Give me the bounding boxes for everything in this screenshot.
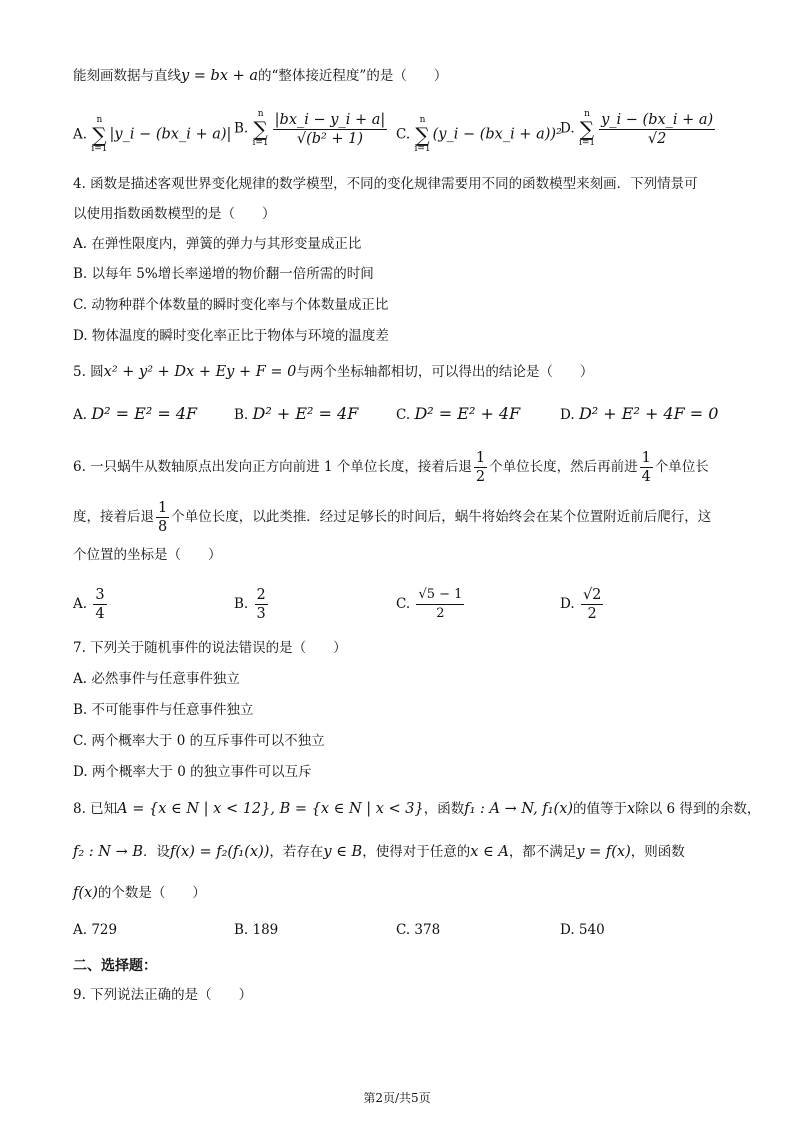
- q5-option-d[interactable]: D. D² + E² + 4F = 0: [560, 404, 719, 423]
- page-footer: 第2页/共5页: [363, 1091, 431, 1105]
- q3-option-c[interactable]: [396, 116, 562, 154]
- q5-option-a[interactable]: A. D² = E² = 4F: [73, 404, 198, 423]
- q8-line1: 8. 已知A = {x ∈ N | x < 12}, B = {x ∈ N | x < 3}，函数f₁ : A → N, f₁(x)的值等于x除以 6 得到的余数，: [73, 801, 761, 817]
- option-fraction: $\frac{y\_i - (bx\_i + a)}{√2}$: [601, 111, 714, 147]
- q5-option-b[interactable]: B. D² + E² = 4F: [234, 404, 359, 423]
- q6-line2: 度，接着后退 $\frac{1}{8}$ 个单位长度，以此类推．经过足够长的时间后，蜗牛将始终会在某个位置附近前后爬行，这: [73, 500, 712, 535]
- section-heading: 二、选择题：: [73, 958, 157, 974]
- q8-line3: f(x)的个数是（ ）: [73, 885, 206, 901]
- q6-option-b[interactable]: B. $\frac{2}{3}$: [234, 587, 266, 622]
- q5-circle-equation: x² + y² + Dx + Ey + F = 0: [103, 364, 297, 380]
- fraction-half: $\frac{1}{2}$: [475, 450, 486, 485]
- q5-stem: [73, 362, 593, 382]
- q5-stem-prefix: 5. 圆: [73, 364, 104, 380]
- q8-set-definition: A = {x ∈ N | x < 12}, B = {x ∈ N | x < 3}: [117, 801, 424, 817]
- q8-line2: f₂ : N → B．设f(x) = f₂(f₁(x))，若存在y ∈ B，使得对于任意的x ∈ A，都不满足y = f(x)，则函数: [73, 844, 685, 860]
- q4-stem-line1: 4. 函数是描述客观世界变化规律的数学模型，不同的变化规律需要用不同的函数模型来刻画．下列情景可: [73, 176, 698, 192]
- q3-option-b[interactable]: [234, 110, 389, 148]
- option-label: D.: [560, 120, 575, 137]
- q8-option-d[interactable]: D. 540: [560, 922, 605, 938]
- q7-option-c[interactable]: C. 两个概率大于 0 的互斥事件可以不独立: [73, 733, 325, 749]
- q3-stem-suffix: 的“整体接近程度”的是（ ）: [258, 68, 448, 84]
- q6-line1: 6. 一只蜗牛从数轴原点出发向正方向前进 1 个单位长度，接着后退 $\frac{1}{2}$ 个单位长度，然后再前进 $\frac{1}{4}$ 个单位长: [73, 450, 709, 485]
- q7-option-b[interactable]: B. 不可能事件与任意事件独立: [73, 702, 254, 718]
- q4-stem-line2: 以使用指数函数模型的是（ ）: [73, 206, 276, 222]
- q7-stem: 7. 下列关于随机事件的说法错误的是（ ）: [73, 640, 347, 656]
- q5-stem-suffix: 与两个坐标轴都相切，可以得出的结论是（ ）: [296, 364, 594, 380]
- q6-option-d[interactable]: D. $\frac{√2}{2}$: [560, 587, 602, 622]
- fraction-eighth: $\frac{1}{8}$: [158, 500, 168, 535]
- q8-composite-function: f(x) = f₂(f₁(x)): [170, 844, 270, 860]
- option-label: B.: [234, 120, 249, 137]
- q3-option-a[interactable]: [73, 116, 231, 154]
- q4-option-c[interactable]: C. 动物种群个体数量的瞬时变化率与个体数量成正比: [73, 297, 389, 313]
- option-label: A.: [73, 126, 88, 143]
- option-fraction: $\frac{|bx\_i - y\_i + a|}{\text{√(b² + 1)}}$: [274, 111, 386, 147]
- q7-option-a[interactable]: A. 必然事件与任意事件独立: [73, 671, 240, 687]
- q8-option-a[interactable]: A. 729: [73, 922, 118, 938]
- q4-option-d[interactable]: D. 物体温度的瞬时变化率正比于物体与环境的温度差: [73, 328, 389, 344]
- fraction-quarter: $\frac{1}{4}$: [641, 450, 651, 485]
- q8-option-c[interactable]: C. 378: [396, 922, 441, 938]
- sigma-symbol: n ∑ i=1: [252, 109, 269, 148]
- q7-option-d[interactable]: D. 两个概率大于 0 的独立事件可以互斥: [73, 764, 312, 780]
- sigma-symbol: n ∑ i=1: [91, 115, 108, 154]
- q5-option-c[interactable]: C. D² = E² + 4F: [396, 404, 521, 423]
- q4-option-b[interactable]: B. 以每年 5%增长率递增的物价翻一倍所需的时间: [73, 266, 374, 282]
- option-expression: |y_i − (bx_i + a)|: [109, 126, 232, 143]
- q4-option-a[interactable]: A. 在弹性限度内，弹簧的弹力与其形变量成正比: [73, 236, 362, 252]
- q6-option-a[interactable]: A. $\frac{3}{4}$: [73, 587, 105, 622]
- q3-stem: [73, 66, 447, 86]
- q3-stem-text: 能刻画数据与直线: [73, 68, 181, 84]
- sigma-symbol: n ∑ i=1: [414, 115, 431, 154]
- q3-option-d[interactable]: [560, 110, 717, 148]
- q6-line3: 个位置的坐标是（ ）: [73, 547, 222, 563]
- q8-function-f1: f₁ : A → N, f₁(x): [464, 801, 574, 817]
- q6-option-c[interactable]: C. $\frac{√5 - 1}{2}$: [396, 587, 463, 621]
- sigma-symbol: n ∑ i=1: [578, 109, 596, 148]
- q8-option-b[interactable]: B. 189: [234, 922, 279, 938]
- option-label: C.: [396, 126, 411, 143]
- q3-line-equation: y = bx + a: [181, 68, 259, 84]
- q8-function-f2: f₂ : N → B: [73, 844, 143, 860]
- option-expression: (y_i − (bx_i + a))²: [432, 126, 562, 143]
- q9-stem: 9. 下列说法正确的是（ ）: [73, 987, 253, 1003]
